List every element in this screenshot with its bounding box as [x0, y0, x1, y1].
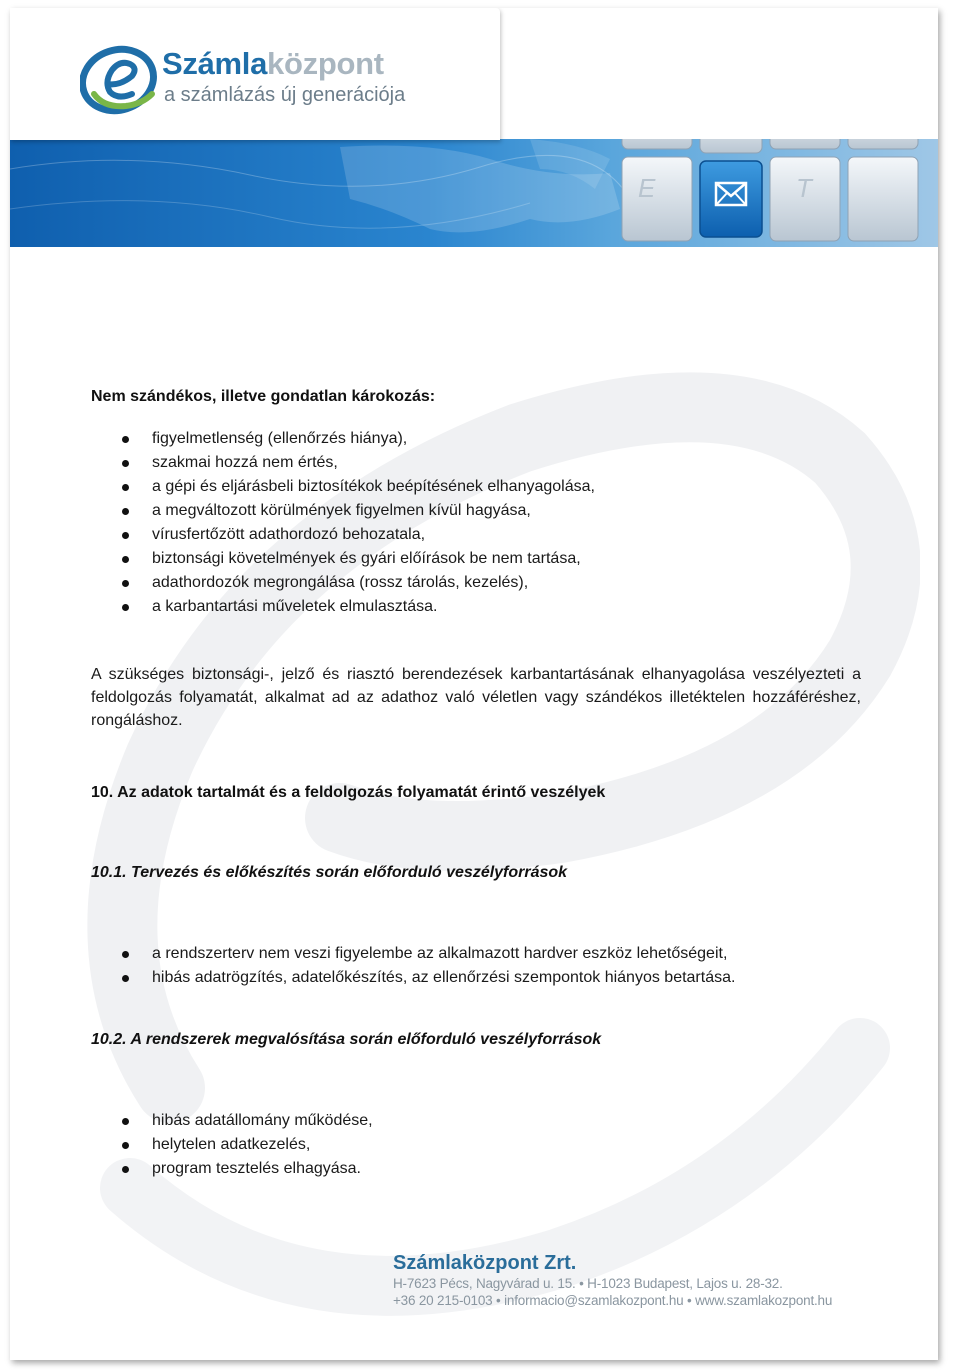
list-item: vírusfertőzött adathordozó behozatala, [152, 523, 595, 547]
list-item: a karbantartási műveletek elmulasztása. [152, 595, 595, 619]
list-item: a rendszerterv nem veszi figyelembe az alkalmazott hardver eszköz lehetőségeit, [152, 942, 735, 966]
key-right-label: T [796, 173, 812, 203]
bullet-icon [122, 604, 129, 611]
banner-graphic [10, 139, 938, 247]
section10-1-bullet-list [152, 942, 735, 990]
section1-paragraph: A szükséges biztonsági-, jelző és riasztó berendezések karbantartásának elhanyagolása veszélyezteti a feldolgozás folyamatát, alkalmat ad az adathoz való véletlen vagy szándékos illetéktelen hozzáféréshez, rongáláshoz. [91, 666, 861, 729]
bullet-icon [122, 951, 129, 958]
bullet-icon [122, 556, 129, 563]
header-banner [10, 139, 938, 247]
list-item: hibás adatrögzítés, adatelőkészítés, az ellenőrzési szempontok hiányos betartása. [152, 966, 735, 990]
list-item: a gépi és eljárásbeli biztosítékok beépítésének elhanyagolása, [152, 475, 595, 499]
list-item: program tesztelés elhagyása. [152, 1157, 373, 1181]
bullet-icon [122, 508, 129, 515]
section1-bullet-list [152, 427, 595, 619]
section10-2-bullet-list [152, 1109, 373, 1181]
bullet-icon [122, 436, 129, 443]
list-item: szakmai hozzá nem értés, [152, 451, 595, 475]
brand-name-part1: Számla [162, 46, 268, 81]
footer-contact: +36 20 215-0103 • informacio@szamlakozpont.hu • www.szamlakozpont.hu [393, 1293, 833, 1308]
brand-name-part2: központ [267, 46, 384, 81]
bullet-icon [122, 460, 129, 467]
list-item: biztonsági követelmények és gyári előírások be nem tartása, [152, 547, 595, 571]
section1-heading: Nem szándékos, illetve gondatlan károkozás: [91, 388, 436, 405]
section10-2-heading: 10.2. A rendszerek megvalósítása során előforduló veszélyforrások [91, 1031, 602, 1048]
key-left-label: E [638, 173, 656, 203]
bullet-icon [122, 1118, 129, 1125]
bullet-icon [122, 484, 129, 491]
logo-e-icon [80, 42, 160, 116]
section10-heading: 10. Az adatok tartalmát és a feldolgozás folyamatát érintő veszélyek [91, 784, 606, 801]
footer-company-name: Számlaközpont Zrt. [393, 1252, 577, 1274]
bullet-icon [122, 1142, 129, 1149]
bullet-icon [122, 975, 129, 982]
list-item: hibás adatállomány működése, [152, 1109, 373, 1133]
list-item: helytelen adatkezelés, [152, 1133, 373, 1157]
header-logo-tab [10, 8, 500, 140]
bullet-icon [122, 532, 129, 539]
section10-1-heading: 10.1. Tervezés és előkészítés során előforduló veszélyforrások [91, 864, 568, 881]
bullet-icon [122, 1166, 129, 1173]
document-page [10, 8, 938, 1360]
page-footer [393, 1252, 832, 1309]
footer-address: H-7623 Pécs, Nagyvárad u. 15. • H-1023 Budapest, Lajos u. 28-32. [393, 1276, 783, 1291]
bullet-icon [122, 580, 129, 587]
company-logo [80, 42, 420, 116]
brand-name [162, 46, 384, 82]
list-item: a megváltozott körülmények figyelmen kívül hagyása, [152, 499, 595, 523]
list-item: figyelmetlenség (ellenőrzés hiánya), [152, 427, 595, 451]
list-item: adathordozók megrongálása (rossz tárolás, kezelés), [152, 571, 595, 595]
brand-tagline: a számlázás új generációja [164, 84, 406, 106]
